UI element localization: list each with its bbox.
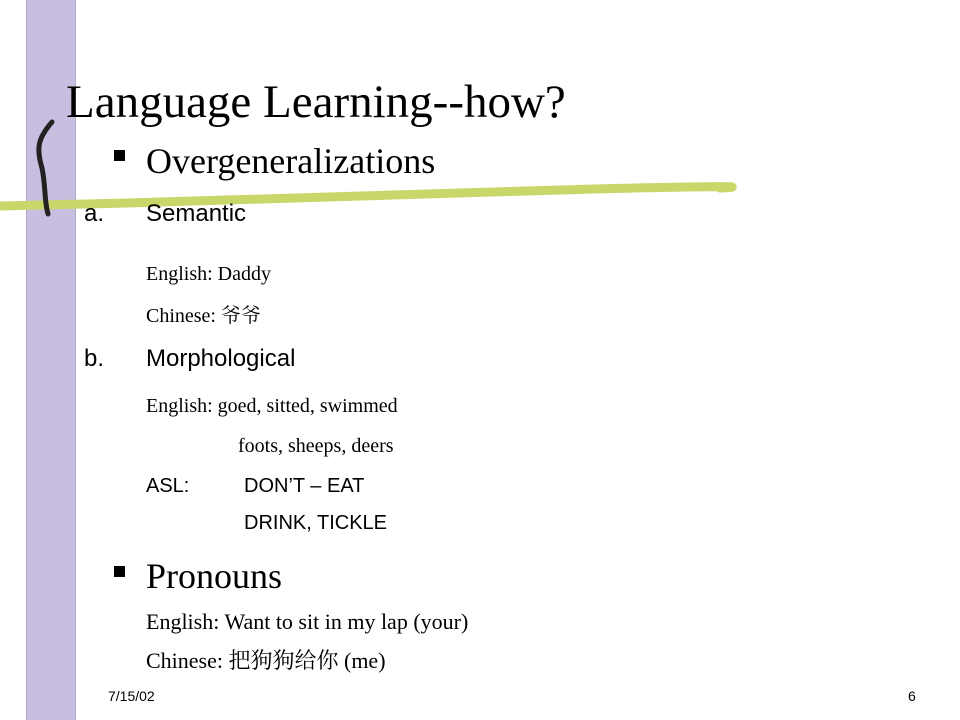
item-label-morphological: Morphological [146, 345, 296, 372]
bullet-marker [114, 150, 125, 161]
footer-page-number: 6 [908, 688, 916, 704]
item-marker-a: a. [84, 200, 105, 227]
slide-title: Language Learning--how? [66, 76, 566, 128]
example-chinese-grandpa: Chinese: 爷爷 [146, 305, 261, 327]
footer-date: 7/15/02 [108, 688, 155, 704]
example-asl-line2: DRINK, TICKLE [244, 512, 387, 534]
example-english-daddy: English: Daddy [146, 263, 271, 285]
example-english-verbs: English: goed, sitted, swimmed [146, 395, 398, 417]
example-chinese-pronoun: Chinese: 把狗狗给你 (me) [146, 648, 386, 673]
section-heading-overgeneralizations: Overgeneralizations [146, 141, 436, 181]
section-heading-pronouns: Pronouns [146, 556, 283, 596]
example-asl-label: ASL: [146, 475, 190, 497]
example-english-pronoun: English: Want to sit in my lap (your) [146, 609, 469, 634]
item-marker-b: b. [84, 345, 105, 372]
example-asl-line1: DON’T – EAT [244, 475, 365, 497]
bullet-marker [114, 566, 125, 577]
item-label-semantic: Semantic [146, 200, 247, 227]
example-english-plurals: foots, sheeps, deers [238, 435, 394, 457]
decorative-bracket-stroke [28, 118, 58, 218]
